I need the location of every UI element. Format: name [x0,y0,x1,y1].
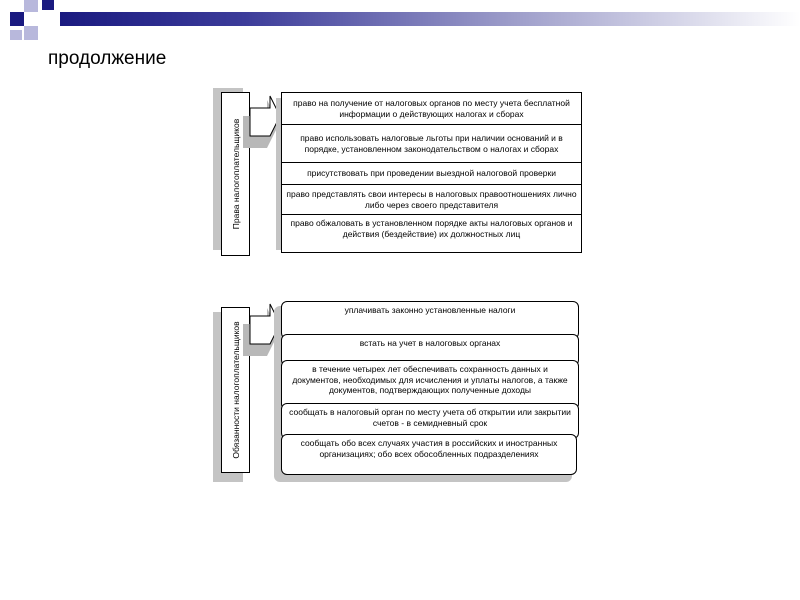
duties-item: уплачивать законно установленные налоги [281,301,579,339]
rights-item: присутствовать при проведении выездной налоговой проверки [282,163,581,185]
page-title: продолжение [48,48,167,69]
rights-item: право представлять свои интересы в налоговых правоотношениях лично либо через своего представителя [282,185,581,215]
header-square-dark [42,0,54,10]
header-square-light [24,26,38,40]
header-square-light [10,30,22,40]
duties-item: встать на учет в налоговых органах [281,334,579,366]
duties-item: в течение четырех лет обеспечивать сохранность данных и документов, необходимых для исчисления и уплаты налогов, а также документов, подтверждающих полученные доходы [281,360,579,410]
rights-label: Права налогоплательщиков [230,118,241,230]
header-gradient-bar [60,12,800,26]
duties-item: сообщать в налоговый орган по месту учета об открытии или закрытии счетов - в семидневный срок [281,403,579,439]
duties-item: сообщать обо всех случаях участия в российских и иностранных организациях; обо всех обособленных подразделениях [281,434,577,475]
rights-item: право использовать налоговые льготы при наличии оснований и в порядке, установленном законодательством о налогах и сборах [282,125,581,163]
duties-label: Обязанности налогоплательщиков [230,321,241,459]
header-square-dark [10,12,24,26]
rights-item: право обжаловать в установленном порядке акты налоговых органов и действия (бездействие) их должностных лиц [282,215,581,252]
header-square-light [24,0,38,12]
rights-item: право на получение от налоговых органов по месту учета бесплатной информации о действующих налогах и сборах [282,93,581,125]
rights-list [281,92,582,253]
